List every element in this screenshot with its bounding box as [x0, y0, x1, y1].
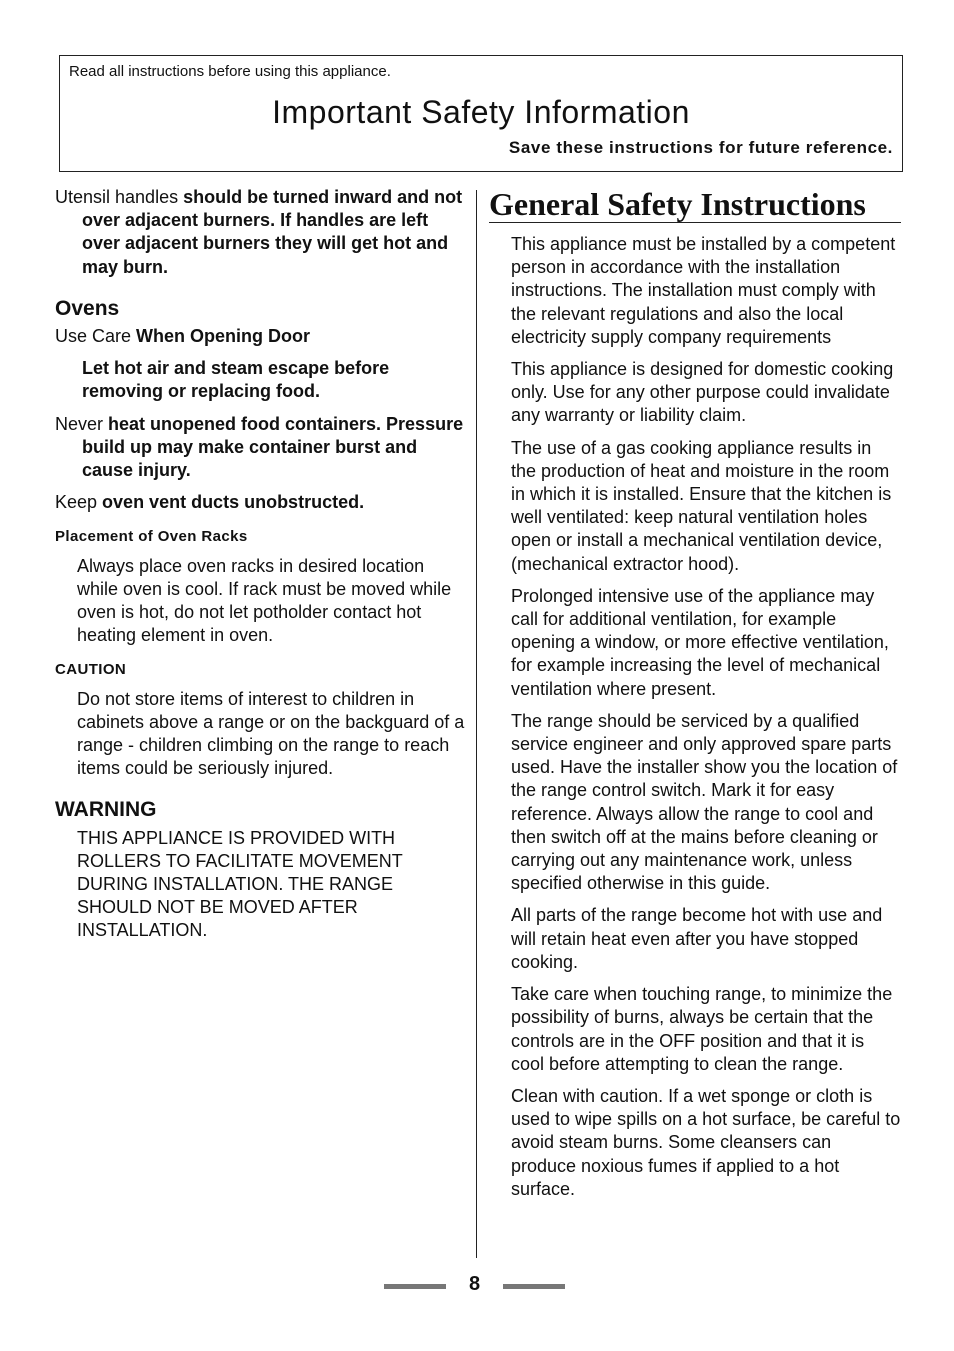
utensil-handles-item [55, 186, 467, 279]
keep-lead: Keep [55, 492, 103, 513]
save-note: Save these instructions for future reference. [508, 138, 893, 157]
page-number: 8 [468, 1273, 481, 1295]
warning-heading: WARNING [55, 798, 157, 822]
ovens-heading: Ovens [55, 296, 120, 320]
header-box [59, 55, 903, 172]
safety-paragraph: All parts of the range become hot with use and will retain heat even after you have stopped cooking. [511, 905, 883, 972]
racks-heading: Placement of Oven Racks [55, 528, 248, 546]
caution-heading: CAUTION [55, 661, 127, 679]
safety-paragraph: Take care when touching range, to minimize the possibility of burns, always be certain that the controls are in the OFF position and that it is cool before attempting to clean the range. [511, 984, 893, 1074]
caution-text: Do not store items of interest to children in cabinets above a range or on the backguard of a range - children climbing on the range to reach items could be seriously injured. [77, 688, 465, 779]
header-top-note: Read all instructions before using this appliance. [69, 63, 391, 80]
utensil-text: should be turned inward and not over adjacent burners. If handles are left over adjacent burners they will get hot and may burn. [82, 187, 463, 277]
right-column [489, 186, 901, 1210]
safety-paragraph: The use of a gas cooking appliance results in the production of heat and moisture in the room in which it is installed. Ensure that the kitchen is well ventilated: keep natural ventilation holes open or install a mechanical ventilation device, (mechanical extractor hood). [511, 437, 892, 574]
warning-text: THIS APPLIANCE IS PROVIDED WITH ROLLERS TO FACILITATE MOVEMENT DURING INSTALLATION. THE RANGE SHOULD NOT BE MOVED AFTER INSTALLATION. [77, 827, 403, 941]
safety-paragraph: This appliance is designed for domestic cooking only. Use for any other purpose could invalidate any warranty or liability claim. [511, 359, 894, 426]
hot-air-text: Let hot air and steam escape before removing or replacing food. [82, 358, 390, 402]
safety-paragraph: This appliance must be installed by a competent person in accordance with the installation instructions. The installation must comply with the relevant regulations and also the local electricity supply company requirements [511, 234, 896, 347]
never-lead: Never [55, 413, 109, 434]
use-care-item [55, 325, 467, 348]
safety-paragraph: Prolonged intensive use of the appliance may call for additional ventilation, for example opening a window, or more effective ventilation, for example increasing the level of mechanical ventilation where present. [511, 585, 889, 699]
page-title: Important Safety Information [272, 94, 690, 130]
safety-paragraph: Clean with caution. If a wet sponge or cloth is used to wipe spills on a hot surface, be careful to avoid steam burns. Some cleansers can produce noxious fumes if applied to a hot surface. [511, 1085, 901, 1199]
section-title: General Safety Instructions [489, 186, 901, 223]
racks-text: Always place oven racks in desired location while oven is cool. If rack must be moved while oven is hot, do not let potholder contact hot heating element in oven. [77, 555, 452, 646]
use-care-text: When Opening Door [136, 326, 311, 347]
page-footer [384, 1272, 565, 1300]
utensil-lead: Utensil handles [55, 187, 184, 207]
left-column [55, 186, 467, 951]
footer-bar-right [503, 1284, 565, 1289]
never-item [55, 413, 467, 483]
keep-text: oven vent ducts unobstructed. [102, 492, 365, 513]
never-text: heat unopened food containers. Pressure build up may make container burst and cause injury. [82, 413, 464, 481]
column-divider [476, 190, 477, 1258]
use-care-lead: Use Care [55, 326, 137, 347]
safety-paragraph: The range should be serviced by a qualified service engineer and only approved spare parts used. Have the installer show you the location of the range control switch. Mark it for easy reference. Always allow the range to cool and then switch off at the mains before cleaning or carrying out any maintenance work, unless specified otherwise in this guide. [511, 710, 898, 894]
keep-item [55, 491, 467, 514]
